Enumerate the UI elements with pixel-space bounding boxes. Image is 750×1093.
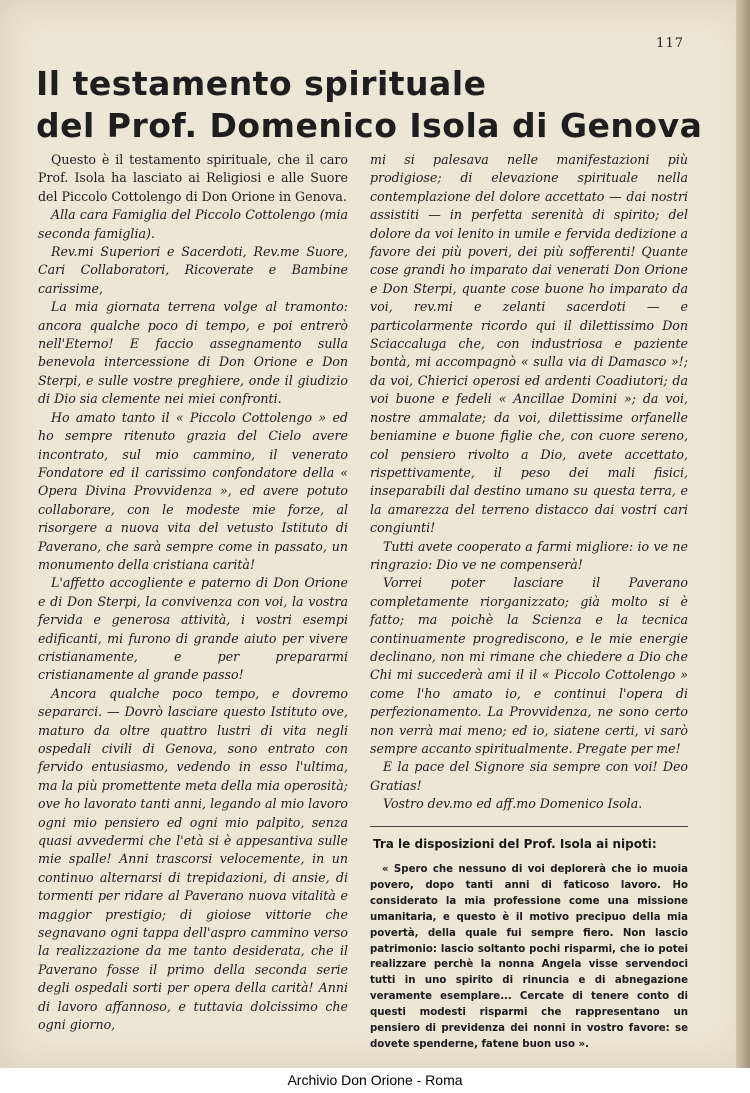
nephews-heading: Tra le disposizioni del Prof. Isola ai nipoti: bbox=[373, 837, 657, 851]
paragraph: Vorrei poter lasciare il Paverano completamente riorganizzato; già molto si è fatto; ma poichè la Scienza e la tecnica continuamente progrediscono, e le mie energie declinano, non mi rimane che chiedere a Dio che Chi mi succederà ami il il « Piccolo Cottolengo » come l'ho amato io, e continui l'opera di perfezionamento. La Provvidenza, ne sono certo non verrà mai meno; ed io, siatene certi, vi sarò sempre accanto spiritualmente. Pregate per me! bbox=[370, 575, 688, 756]
paragraph: L'affetto accogliente e paterno di Don Orione e di Don Sterpi, la convivenza con voi, la vostra fervida e generosa attività, i vostri esempi edificanti, mi furono di grande aiuto per vivere cristianamente, e per prepararmi cristianamente al grande passo! bbox=[38, 575, 348, 683]
paragraph: E la pace del Signore sia sempre con voi! Deo Gratias! bbox=[370, 759, 688, 793]
paragraph: Alla cara Famiglia del Piccolo Cottolengo (mia seconda famiglia). bbox=[38, 207, 348, 241]
section-divider bbox=[370, 826, 688, 827]
nephews-quote: « Spero che nessuno di voi deplorerà che io muoia povero, dopo tanti anni di faticoso lavoro. Ho considerato la mia professione come una missione umanitaria, e questo è il motivo precipuo della mia povertà, della quale fui sempre fiero. Non lascio patrimonio: lascio soltanto pochi risparmi, che io potei realizzare perchè la nonna Angela visse servendoci tutti in uno spirito di rinuncia e di abnegazione veramente esemplare... Cercate di tenere conto di questi modesti risparmi che rappresentano un pensiero di previdenza dei nonni in vostro favore: se dovete spenderne, fatene buon uso ». bbox=[370, 864, 688, 1050]
archive-footer: Archivio Don Orione - Roma bbox=[287, 1072, 463, 1088]
page-number: 117 bbox=[656, 36, 684, 51]
paragraph: La mia giornata terrena volge al tramonto: ancora qualche poco di tempo, e poi entrerò nell'Eterno! E faccio assegnamento sulla benevola intercessione di Don Orione e Don Sterpi, e sulle vostre preghiere, onde il giudizio di Dio sia clemente nei miei confronti. bbox=[38, 299, 348, 407]
article-title-line-2: del Prof. Domenico Isola di Genova bbox=[36, 106, 703, 145]
paragraph: Questo è il testamento spirituale, che il caro Prof. Isola ha lasciato ai Religiosi e alle Suore del Piccolo Cottolengo di Don Orione in Genova. bbox=[38, 152, 348, 204]
article-title-line-1: Il testamento spirituale bbox=[36, 64, 487, 103]
left-text-column bbox=[38, 151, 348, 1035]
paragraph: Tutti avete cooperato a farmi migliore: io ve ne ringrazio: Dio ve ne compenserà! bbox=[370, 538, 688, 572]
paragraph: mi si palesava nelle manifestazioni più prodigiose; di elevazione spirituale nella contemplazione del dolore accettato — dai nostri assistiti — in perfetta serenità di spirito; del dolore da voi lenito in umile e fervida dedizione a favore dei più poveri, dei più sofferenti! Quante cose grandi ho imparato dai venerati Don Orione e Don Sterpi, quante cose buone ho imparato da voi, rev.mi e zelanti sacerdoti — e particolarmente ricordo qui il dilettissimo Don Sciaccaluga che, con industriosa e paziente bontà, mi accompagnò « sulla via di Damasco »!; da voi, Chierici operosi ed ardenti Coadiutori; da voi buone e fedeli « Ancillae Domini »; da voi, nostre ammalate; da voi, dilettissime orfanelle beniamine e buone figlie che, con cuore sereno, col pensiero rivolto a Dio, avete accettato, rispettivamente, il peso dei mali fisici, inseparabili dal destino umano su questa terra, e la amarezza del terreno distacco dai vostri cari congiunti! bbox=[370, 152, 688, 536]
paragraph: Ho amato tanto il « Piccolo Cottolengo » ed ho sempre ritenuto grazia del Cielo avere incontrato, sul mio cammino, il venerato Fondatore ed il carissimo confondatore della « Opera Divina Provvidenza », ed avere potuto collaborare, con le modeste mie forze, al risorgere a nuova vita del vetusto Istituto di Paverano, che sarà sempre come in passato, un monumento della cristiana carità! bbox=[38, 409, 348, 572]
paragraph: Ancora qualche poco tempo, e dovremo separarci. — Dovrò lasciare questo Istituto ove, maturo da oltre quattro lustri di vita negli ospedali civili di Genova, sono entrato con fervido entusiasmo, vedendo in esso l'ultima, ma la più promettente meta della mia operosità; ove ho lavorato tanti anni, legando al mio lavoro ogni mio pensiero ed ogni mio palpito, senza quasi avvedermi che l'età si è appesantiva sulle mie spalle! Anni trascorsi velocemente, in un continuo alternarsi di trepidazioni, di ansie, di tormenti per ridare al Paverano nuova vitalità e maggior prestigio; di gioiose vittorie che segnavano ogni tappa dell'aspro cammino verso la realizzazione da me tanto desiderata, che il Paverano fosse il primo della seconda serie degli ospedali sorti per opera della carità! Anni di lavoro affannoso, e tuttavia dolcissimo che ogni giorno, bbox=[38, 685, 348, 1033]
book-spine-edge bbox=[736, 0, 750, 1068]
right-text-column bbox=[370, 151, 688, 814]
signature-line: Vostro dev.mo ed aff.mo Domenico Isola. bbox=[383, 796, 643, 812]
paragraph: Rev.mi Superiori e Sacerdoti, Rev.me Suore, Cari Collaboratori, Ricoverate e Bambine carissime, bbox=[38, 244, 348, 296]
